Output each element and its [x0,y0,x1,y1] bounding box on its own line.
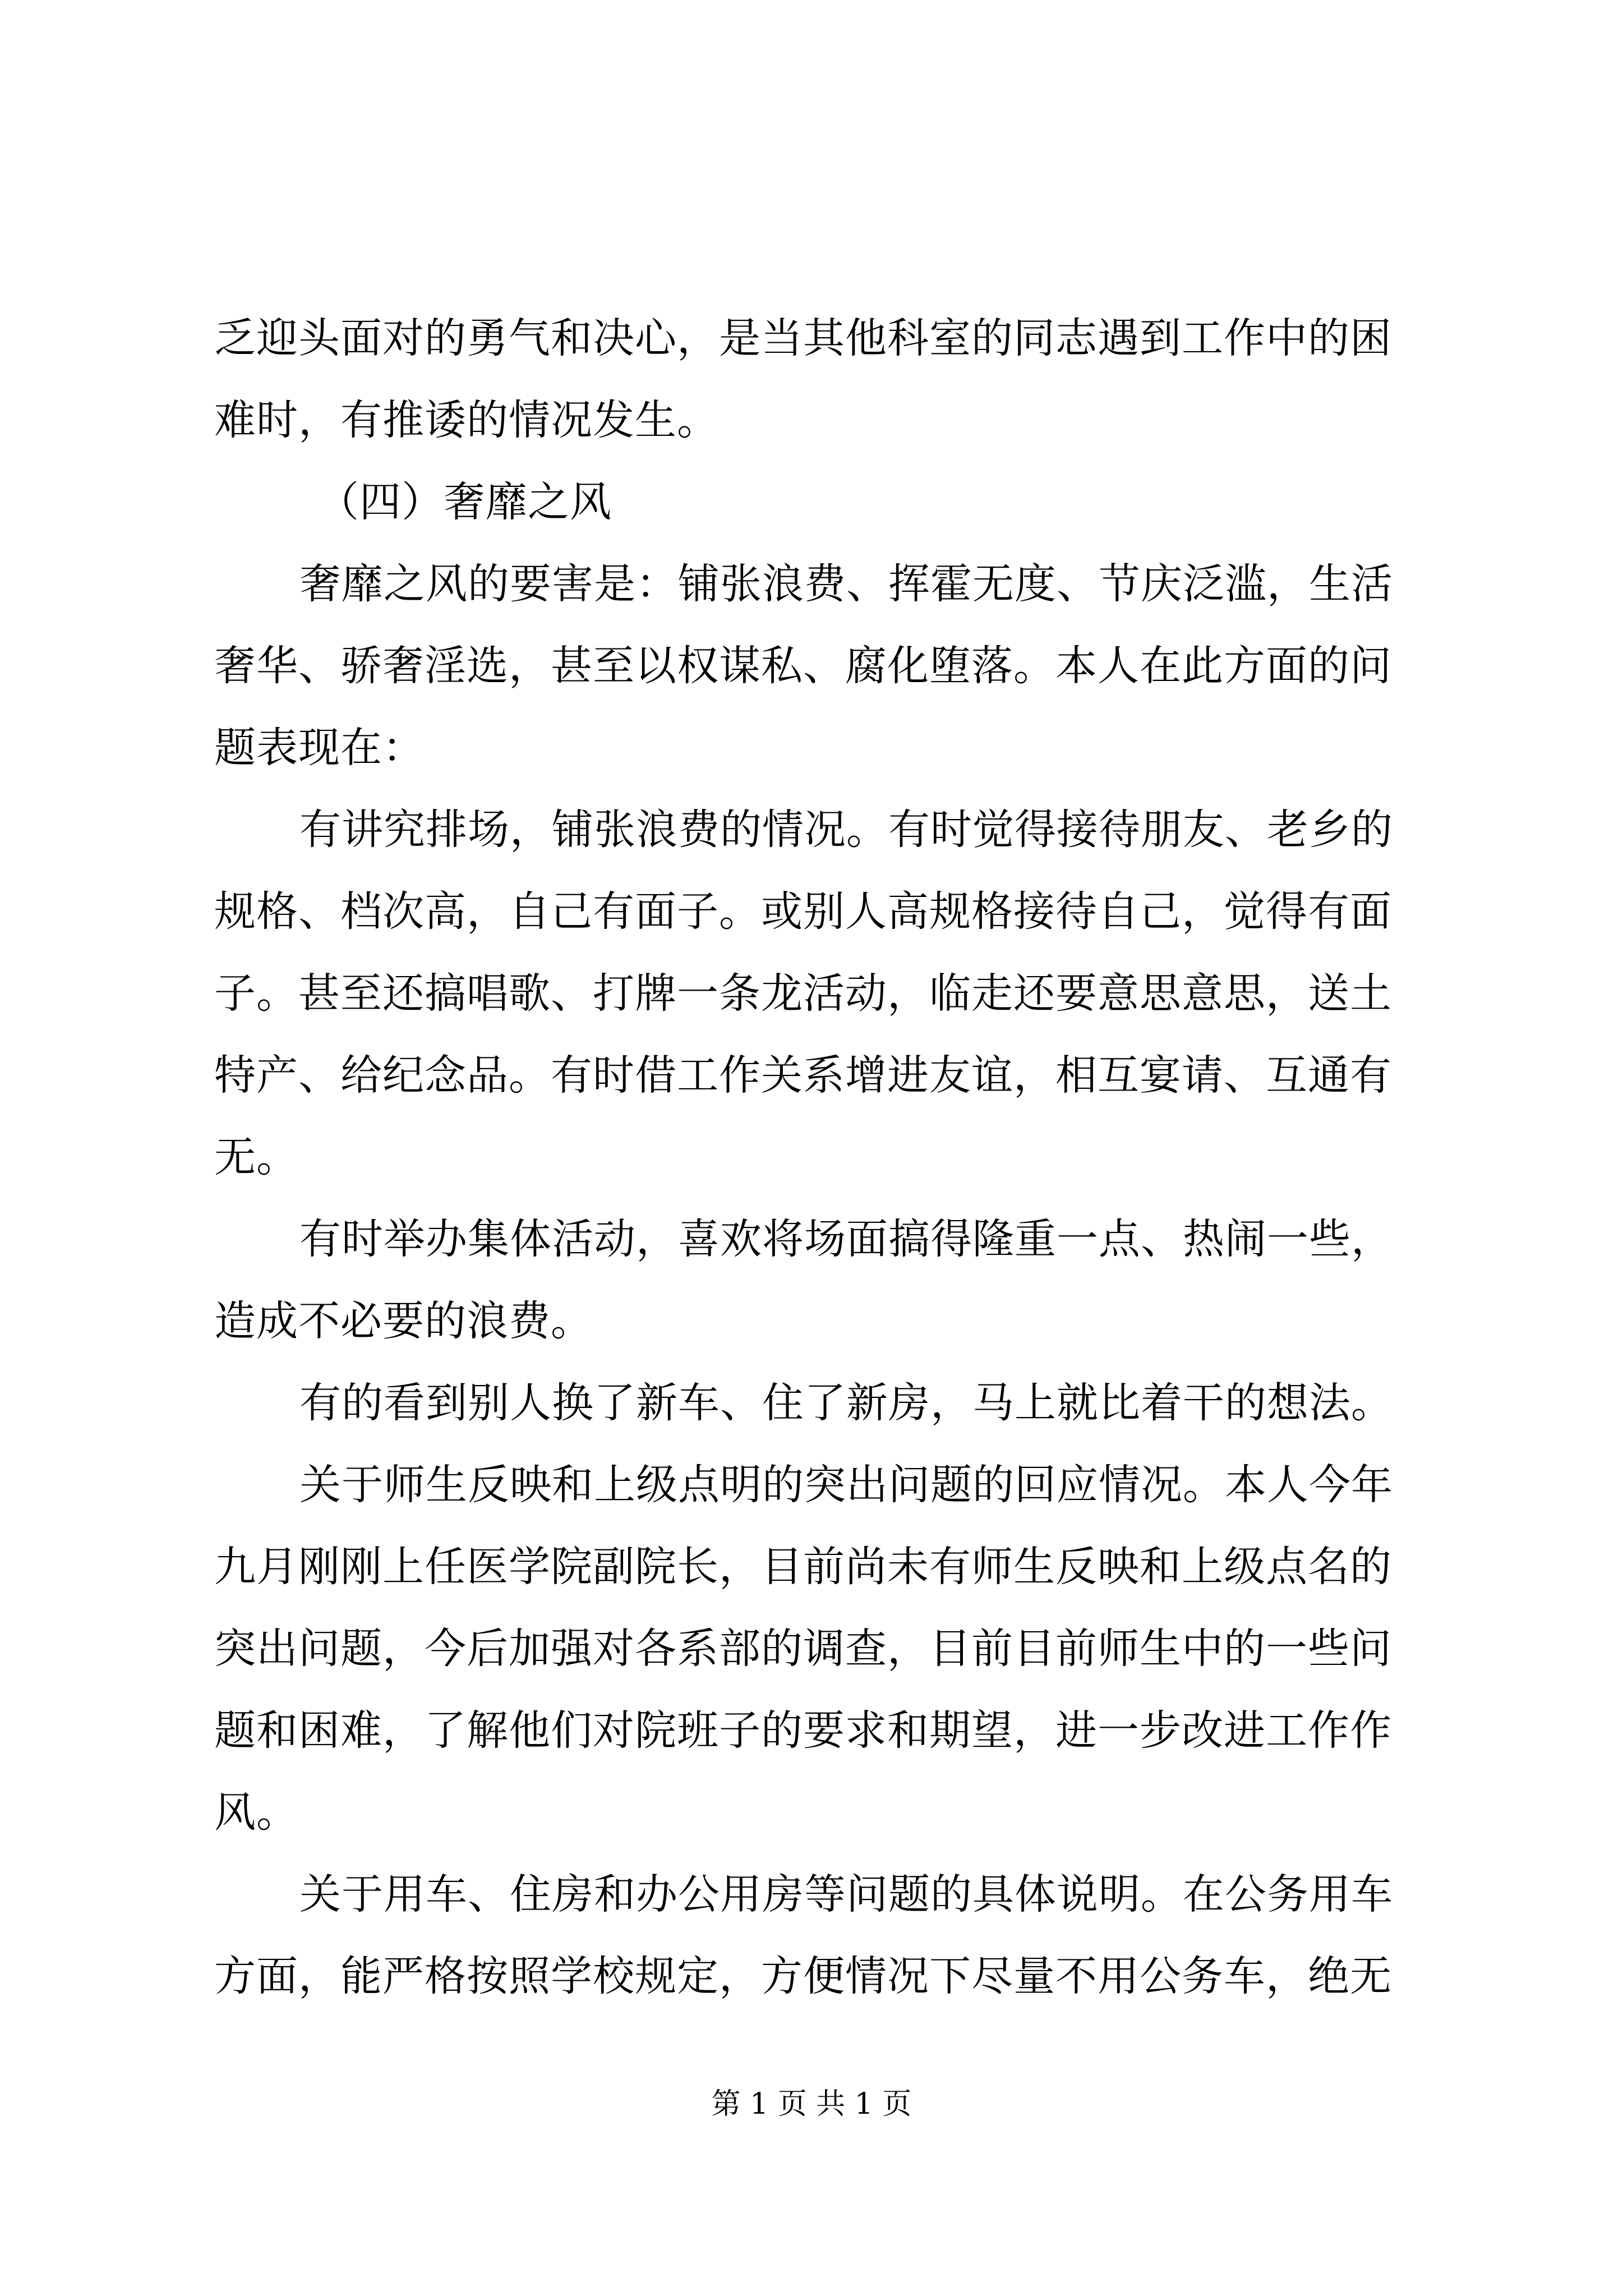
document-body [214,297,1426,2017]
body-line: 有讲究排场，铺张浪费的情况。有时觉得接待朋友、老乡的 [299,806,1393,854]
body-line: 关于用车、住房和办公用房等问题的具体说明。在公务用车 [299,1870,1393,1918]
body-line: 风。 [214,1788,298,1837]
body-line: 奢华、骄奢淫选，甚至以权谋私、腐化堕落。本人在此方面的问 [214,642,1392,690]
section-heading: （四）奢靡之风 [317,478,612,526]
body-line: 题和困难，了解他们对院班子的要求和期望，进一步改进工作作 [214,1706,1392,1755]
body-line: 有时举办集体活动，喜欢将场面搞得隆重一点、热闹一些， [299,1215,1393,1263]
body-line: 九月刚刚上任医学院副院长，目前尚未有师生反映和上级点名的 [214,1543,1392,1591]
page-number-footer: 第 1 页 共 1 页 [711,2087,912,2121]
body-line: 有的看到别人换了新车、住了新房，马上就比着干的想法。 [299,1379,1393,1427]
body-line: 关于师生反映和上级点明的突出问题的回应情况。本人今年 [299,1461,1393,1509]
body-line: 造成不必要的浪费。 [214,1297,593,1345]
body-line: 乏迎头面对的勇气和决心，是当其他科室的同志遇到工作中的困 [214,314,1392,362]
body-line: 子。甚至还搞唱歌、打牌一条龙活动，临走还要意思意思，送土 [214,969,1392,1018]
body-line: 题表现在： [214,724,425,772]
body-line: 特产、给纪念品。有时借工作关系增进友谊，相互宴请、互通有 [214,1051,1392,1099]
body-line: 奢靡之风的要害是：铺张浪费、挥霍无度、节庆泛滥，生活 [299,560,1393,608]
body-line: 难时，有推诿的情况发生。 [214,396,719,444]
body-line: 规格、档次高，自己有面子。或别人高规格接待自己，觉得有面 [214,887,1392,936]
body-line: 突出问题，今后加强对各系部的调查，目前目前师生中的一些问 [214,1625,1392,1673]
body-line: 无。 [214,1133,298,1181]
body-line: 方面，能严格按照学校规定，方便情况下尽量不用公务车，绝无 [214,1952,1392,2000]
